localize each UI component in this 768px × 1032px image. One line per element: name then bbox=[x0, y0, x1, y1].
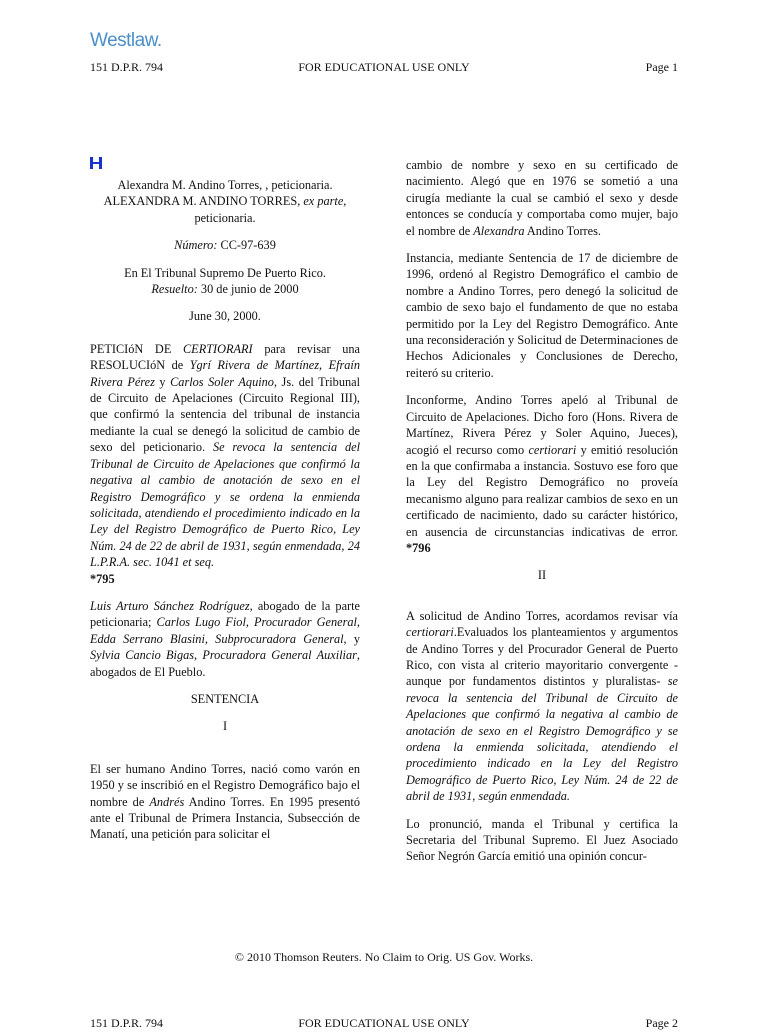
header-citation: 151 D.P.R. 794 bbox=[90, 60, 164, 74]
petition-paragraph: PETICIóN DE CERTIORARI para revisar una RESOLUCIóN de Ygrí Rivera de Martínez, Efraín Rivera Pérez y Carlos Soler Aquino, Js. del Tribunal de Circuito de Apelaciones (Circuito Regional III), que confirmó la sentencia del tribunal de instancia mediante la cual se denegó la solicitud de cambio de sexo del peticionario. Se revoca la sentencia del Tribunal de Circuito de Apelaciones que confirmó la negativa al cambio de anotación de sexo en el Registro Demográfico y se ordena la enmienda solicitada, atendiendo el procedimiento indicado en la Ley del Registro Demográfico de Puerto Rico, Ley Núm. 24 de 22 de abril de 1931, según enmendada, 24 L.P.R.A. sec. 1041 et seq. *795 bbox=[90, 341, 360, 586]
attorneys-paragraph: Luis Arturo Sánchez Rodríguez, abogado de la parte peticionaria; Carlos Lugo Fiol, Procurador General, Edda Serrano Blasini, Subprocuradora General, y Sylvia Cancio Bigas, Procuradora General Auxiliar, abogados de El Pueblo. bbox=[90, 598, 360, 679]
star-page-796: *796 bbox=[406, 540, 431, 555]
section-title-sentencia: SENTENCIA bbox=[190, 691, 260, 706]
copyright-footer: © 2010 Thomson Reuters. No Claim to Orig. US Gov. Works. bbox=[234, 950, 534, 964]
left-column bbox=[90, 157, 360, 854]
instancia-paragraph: Instancia, mediante Sentencia de 17 de diciembre de 1996, ordenó al Registro Demográfico el cambio de nombre a Andino Torres, pero denegó la solicitud de cambio de sexo bajo el fundamento de que no estaba permitido por la Ley del Registro Demográfico. Ante una reconsideración y Solicitud de Determinaciones de Hechos Adicionales y Conclusiones de Derecho, reiteró su criterio. bbox=[406, 251, 678, 380]
party-name: ALEXANDRA M. ANDINO TORRES, bbox=[103, 194, 301, 209]
ruling-paragraph: A solicitud de Andino Torres, acordamos revisar vía certiorari.Evaluados los planteamientos y argumentos de Andino Torres y del Procurador General de Puerto Rico, con vista al criterio mayoritario convergente -aunque por fundamentos distintos y pluralistas- se revoca la sentencia del Tribunal de Circuito de Apelaciones que confirmó la negativa al cambio de anotación de sexo en el Registro Demográfico y se ordena la enmienda solicitada, atendiendo el procedimiento indicado en la Ley del Registro Demográfico de Puerto Rico, Ley Núm. 24 de 22 de abril de 1931, según enmendada. bbox=[406, 608, 678, 804]
ex-parte: ex parte, bbox=[303, 194, 347, 209]
star-page-795: *795 bbox=[90, 571, 115, 586]
next-page-header: FOR EDUCATIONAL USE ONLY 151 D.P.R. 794 Page 2 bbox=[90, 1016, 678, 1030]
right-column bbox=[406, 157, 678, 876]
section-numeral-2: II bbox=[537, 568, 547, 583]
header-page-number: Page 1 bbox=[645, 60, 678, 74]
westlaw-logo: Westlaw. bbox=[90, 30, 162, 51]
running-header bbox=[90, 60, 678, 76]
facts-paragraph: El ser humano Andino Torres, nació como varón en 1950 y se inscribió en el Registro Demográfico bajo el nombre de Andrés Andino Torres. En 1995 presentó ante el Tribunal de Primera Instancia, Subsección de Manatí, una petición para solicitar el bbox=[90, 761, 360, 842]
headnote-marker[interactable] bbox=[90, 157, 360, 177]
case-number: Número: CC-97-639 bbox=[174, 238, 276, 253]
decision-date: June 30, 2000. bbox=[189, 309, 261, 324]
party-line: Alexandra M. Andino Torres, , peticionaria. bbox=[117, 178, 333, 192]
header-notice: FOR EDUCATIONAL USE ONLY bbox=[298, 60, 470, 74]
appeal-paragraph: Inconforme, Andino Torres apeló al Tribunal de Circuito de Apelaciones. Dicho foro (Hons. Rivera de Martínez, Rivera Pérez y Soler Aquino, Jueces), acogió el recurso como certiorari y emitió resolución en la que confirmaba a instancia. Sostuvo ese foro que la Ley del Registro Demográfico no proveía mecanismo alguno para realizar cambios de sexo en un certificado de nacimiento, dado su carácter histórico, en ausencia de circunstancias indicativas de error. *796 bbox=[406, 393, 679, 555]
section-numeral-1: I bbox=[222, 719, 228, 734]
surgery-paragraph: cambio de nombre y sexo en su certificado de nacimiento. Alegó que en 1976 se sometió a una cirugía mediante la cual se cambió el sexo y desde entonces se conducía y comportaba como mujer, bajo el nombre de Alexandra Andino Torres. bbox=[406, 158, 678, 238]
court-info: En El Tribunal Supremo De Puerto Rico. Resuelto: 30 de junio de 2000 bbox=[124, 265, 326, 297]
pronouncement-paragraph: Lo pronunció, manda el Tribunal y certifica la Secretaria del Tribunal Supremo. El Juez Asociado Señor Negrón García emitió una opinión concur- bbox=[406, 816, 678, 864]
h-icon[interactable] bbox=[90, 157, 102, 169]
party-role: peticionaria. bbox=[194, 210, 256, 225]
party-caption bbox=[90, 193, 360, 226]
